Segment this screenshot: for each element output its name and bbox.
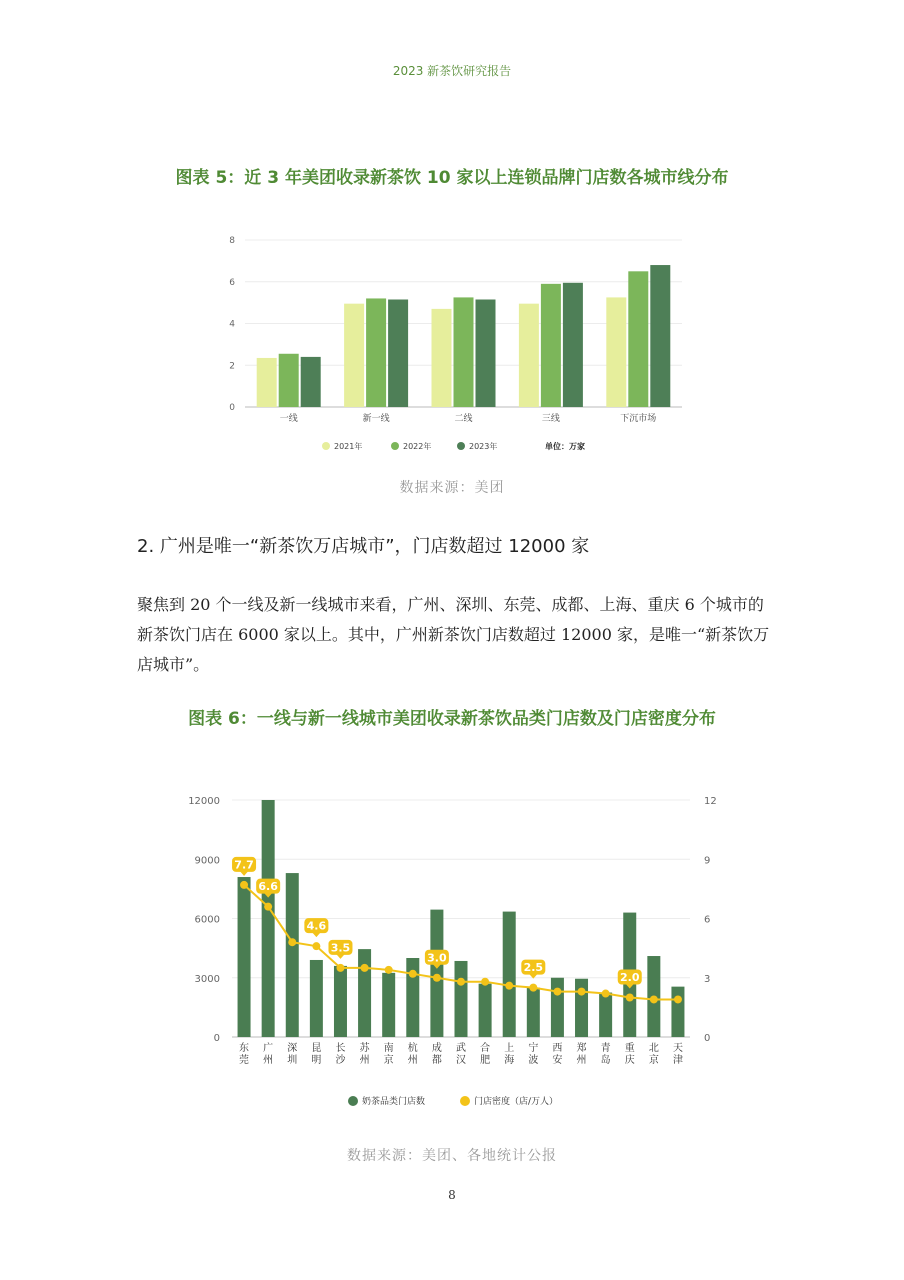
bar-长沙 [334, 966, 347, 1037]
density-point-北京 [650, 995, 658, 1003]
y-tick-label: 6 [229, 277, 235, 288]
density-point-青岛 [602, 990, 610, 998]
x-tick-label: 南京 [383, 1043, 394, 1066]
badge-pointer [312, 933, 320, 938]
density-value-label: 3.0 [427, 951, 447, 965]
right-tick-label: 12 [704, 796, 717, 807]
x-tick-label: 长沙 [335, 1043, 346, 1066]
figure5-source: 数据来源：美团 [399, 480, 505, 496]
x-tick-label: 郑州 [576, 1043, 587, 1066]
legend-label: 门店密度（店/万人） [474, 1097, 559, 1107]
body-paragraph: 聚焦到 20 个一线及新一线城市来看，广州、深圳、东莞、成都、上海、重庆 6 个城市的新茶饮门店在 6000 家以上。其中，广州新茶饮门店数超过 12000 家，是唯一“新茶饮万店城市”。 [137, 595, 770, 674]
density-value-label: 2.0 [619, 971, 640, 984]
density-point-东莞 [240, 881, 248, 889]
right-tick-label: 6 [704, 914, 711, 926]
bar-成都 [430, 910, 443, 1037]
x-tick-label: 西安 [552, 1043, 563, 1066]
x-tick-label: 合肥 [480, 1043, 491, 1066]
x-tick-label: 深圳 [287, 1043, 298, 1066]
y-tick-label: 0 [229, 403, 235, 413]
x-tick-label: 新一线 [362, 414, 390, 424]
bar-南京 [382, 973, 395, 1037]
density-value-label: 4.6 [306, 919, 327, 933]
figure6-source: 数据来源：美团、各地统计公报 [347, 1148, 557, 1164]
figure6-title: 图表 6：一线与新一线城市美团收录新茶饮品类门店数及门店密度分布 [188, 709, 716, 729]
x-tick-label: 下沉市场 [620, 414, 657, 424]
x-tick-label: 三线 [541, 414, 560, 424]
legend-label: 2023年 [469, 442, 498, 451]
density-point-重庆 [626, 994, 634, 1002]
x-tick-label: 东莞 [239, 1043, 250, 1066]
density-point-郑州 [578, 988, 586, 996]
unit-label: 单位：万家 [545, 442, 585, 451]
badge-pointer [240, 871, 248, 876]
bar-天津 [671, 987, 684, 1037]
legend-marker [460, 1096, 470, 1106]
y-tick-label: 2 [229, 361, 235, 372]
left-tick-label: 6000 [194, 914, 220, 926]
x-tick-label: 上海 [504, 1043, 515, 1066]
left-tick-label: 0 [213, 1033, 220, 1044]
x-tick-label: 青岛 [600, 1043, 611, 1066]
bar-东莞 [238, 877, 251, 1037]
legend-label: 2021年 [334, 442, 363, 451]
density-point-成都 [433, 974, 441, 982]
legend-label: 奶茶品类门店数 [362, 1097, 426, 1107]
density-value-label: 7.7 [234, 858, 254, 872]
section-heading: 2. 广州是唯一“新茶饮万店城市”，门店数超过 12000 家 [137, 536, 590, 557]
density-point-南京 [385, 966, 393, 974]
x-tick-label: 重庆 [624, 1043, 635, 1066]
density-point-西安 [553, 988, 561, 996]
density-value-label: 6.6 [258, 880, 278, 894]
right-tick-label: 0 [704, 1033, 711, 1044]
density-point-武汉 [457, 978, 465, 986]
density-value-label: 2.5 [523, 961, 544, 975]
density-point-深圳 [288, 938, 296, 946]
page-number: 8 [448, 1188, 456, 1202]
bar-宁波 [527, 988, 540, 1037]
left-tick-label: 12000 [188, 796, 220, 807]
figure5-title: 图表 5：近 3 年美团收录新茶饮 10 家以上连锁品牌门店数各城市线分布 [175, 168, 729, 188]
density-point-杭州 [409, 970, 417, 978]
density-point-天津 [674, 995, 682, 1003]
bar-上海 [503, 912, 516, 1037]
x-tick-label: 北京 [648, 1043, 659, 1066]
right-tick-label: 9 [704, 855, 711, 867]
x-tick-label: 苏州 [359, 1043, 370, 1066]
x-tick-label: 杭州 [407, 1043, 418, 1066]
bar-合肥 [479, 984, 492, 1037]
x-tick-label: 二线 [454, 414, 473, 424]
x-tick-label: 一线 [279, 414, 298, 424]
right-tick-label: 3 [704, 973, 711, 985]
badge-pointer [336, 954, 344, 959]
density-point-宁波 [529, 984, 537, 992]
bar-青岛 [599, 993, 612, 1037]
x-tick-label: 昆明 [311, 1043, 322, 1066]
density-point-广州 [264, 903, 272, 911]
y-tick-label: 4 [229, 319, 235, 330]
density-point-长沙 [336, 964, 344, 972]
bar-昆明 [310, 960, 323, 1037]
y-tick-label: 8 [229, 236, 235, 246]
bar-深圳 [286, 873, 299, 1037]
bar-郑州 [575, 979, 588, 1037]
bar-广州 [262, 800, 275, 1037]
density-point-合肥 [481, 978, 489, 986]
density-point-苏州 [361, 964, 369, 972]
legend-label: 2022年 [403, 442, 432, 451]
density-point-昆明 [312, 942, 320, 950]
legend-marker [348, 1096, 358, 1106]
x-tick-label: 广州 [263, 1043, 274, 1066]
x-tick-label: 成都 [431, 1043, 442, 1066]
bar-苏州 [358, 949, 371, 1037]
x-tick-label: 天津 [672, 1043, 683, 1066]
bar-西安 [551, 978, 564, 1037]
left-tick-label: 3000 [194, 973, 220, 985]
report-header: 2023 新茶饮研究报告 [392, 64, 512, 78]
x-tick-label: 武汉 [456, 1043, 466, 1066]
left-tick-label: 9000 [194, 855, 220, 867]
density-point-上海 [505, 982, 513, 990]
x-tick-label: 宁波 [528, 1043, 539, 1066]
bar-武汉 [455, 961, 468, 1037]
density-value-label: 3.5 [330, 941, 351, 955]
